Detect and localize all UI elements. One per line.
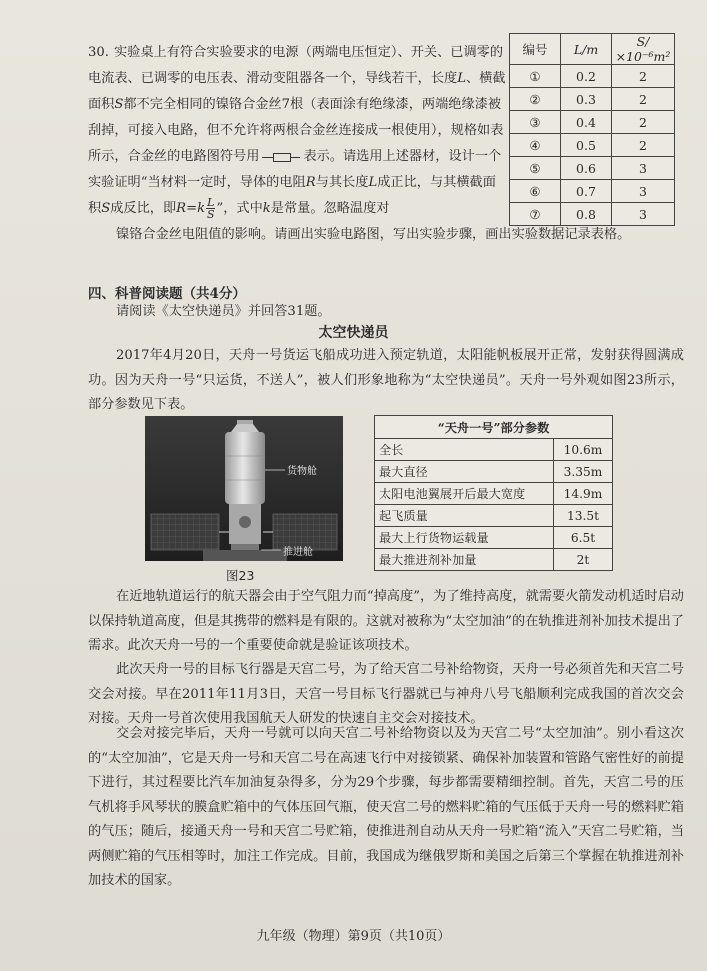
section-instruction: 请阅读《太空快递员》并回答31题。 [116,304,331,319]
table-row: ⑦ 0.8 3 [510,203,675,226]
label-cargo-module: 货物舱 [287,466,317,477]
table-row: ④ 0.5 2 [510,134,675,157]
formula: R=k $\frac{L}{S}$ [176,196,215,221]
question-number: 30. [88,45,109,60]
article-paragraph-2: 在近地轨道运行的航天器会由于空气阻力而“掉高度”，为了维持高度，就需要火箭发动机适时启动以保持轨道高度，但是其携带的燃料是有限的。这就对被称为“太空加油”的在轨推进剂补加技术提出了需求。此次天舟一号的一个重要使命就是验证该项技术。 [88,589,684,653]
article-paragraph-1: 2017年4月20日，天舟一号货运飞船成功进入预定轨道，太阳能帆板展开正常，发射获得圆满成功。因为天舟一号“只运货，不送人”，被人们形象地称为“太空快递员”。天舟一号外观如图23所示，部分参数见下表。 [88,348,684,412]
label-propulsion-module: 推进舱 [283,547,313,558]
table-header-row: 编号 L/m S/×10⁻⁶m² [510,34,675,65]
table-row: ② 0.3 2 [510,88,675,111]
wire-spec-table [509,33,675,226]
spacecraft-photo [145,416,343,561]
table-row: 最大推进剂补加量 2t [375,549,613,571]
question-30-tail: 镍铬合金丝电阻值的影响。请画出实验电路图，写出实验步骤，画出实验数据记录表格。 [116,227,631,242]
section-heading: 四、科普阅读题（共4分） [88,286,246,302]
params-caption: “天舟一号”部分参数 [375,416,613,439]
table-row: 最大上行货物运载量 6.5t [375,527,613,549]
table-row: 起飞质量 13.5t [375,505,613,527]
table-row: ⑥ 0.7 3 [510,180,675,203]
table-row: 太阳电池翼展开后最大宽度 14.9m [375,483,613,505]
article-paragraph-3: 此次天舟一号的目标飞行器是天宫二号，为了给天宫二号补给物资，天舟一号必须首先和天宫二号交会对接。早在2011年11月3日，天宫一号目标飞行器就已与神舟八号飞船顺利完成我国的首次交会对接。天舟一号首次使用我国航天人研发的快速自主交会对接技术。 [88,662,684,726]
table-row: ① 0.2 2 [510,65,675,88]
article-paragraph-4: 交会对接完毕后，天舟一号就可以向天宫二号补给物资以及为天宫二号“太空加油”。别小看这次的“太空加油”，它是天舟一号和天宫二号在高速飞行中对接锁紧、确保补加装置和管路气密性好的前提下进行，其过程要比汽车加油复杂得多，分为29个步骤，每步都需要精细控制。首先，天宫二号的压气机将手风琴状的膜盒贮箱中的气体压回气瓶，使天宫二号的燃料贮箱的气压低于天舟一号的燃料贮箱的气压；随后，接通天舟一号和天宫二号贮箱，使推进剂自动从天舟一号贮箱“流入”天宫二号贮箱，当两侧贮箱的气压相等时，加注工作完成。目前，我国成为继俄罗斯和美国之后第三个掌握在轨推进剂补加技术的国家。 [88,726,684,888]
page-footer: 九年级（物理）第9页（共10页） [256,929,451,944]
article-title: 太空快递员 [318,325,389,341]
table-row: ⑤ 0.6 3 [510,157,675,180]
resistor-symbol-icon [262,152,300,162]
tianzhou-spacecraft-illustration [145,416,343,561]
question-30: 30. 实验桌上有符合实验要求的电源（两端电压恒定）、开关、已调零的电流表、已调零的电压表、滑动变阻器各一个，导线若干，长度L、横截面积S都不完全相同的镍铬合金丝7根（表面涂有绝缘漆，两端绝缘漆被刮掉，可接入电路，但不允许将两根合金丝连接成一根使用），规格如表所示，合金丝的电路图符号用 表示。请选用上述器材，设计一个实验证明“当材料一定时，导体的电阻R与其长度L成正比，与其横截面积S成反比，即R=k $\frac{L}{S}$ ”，式中k是常量。忽略温度对 [88,40,508,222]
tianzhou-params-table [374,415,613,571]
table-row: 全长 10.6m [375,439,613,461]
figure-caption: 图23 [226,568,255,583]
table-row: 最大直径 3.35m [375,461,613,483]
table-row: ③ 0.4 2 [510,111,675,134]
